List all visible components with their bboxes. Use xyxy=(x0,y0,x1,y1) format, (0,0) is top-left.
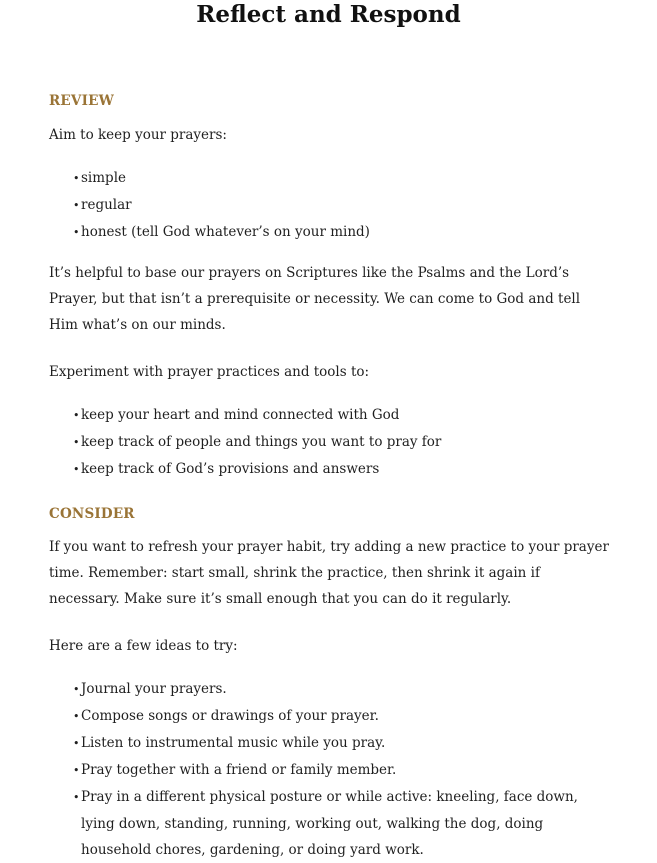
bullet-icon: • xyxy=(73,764,80,777)
list-item: • Pray together with a friend or family member. xyxy=(49,757,611,784)
tools-list xyxy=(49,402,611,483)
list-item: • honest (tell God whatever’s on your mind) xyxy=(49,219,611,246)
consider-paragraph: If you want to refresh your prayer habit, try adding a new practice to your prayer time. Remember: start small, shrink the practice, then shrink it again if necessary. Make sure it’s small enough that you can do it regularly. xyxy=(49,539,609,607)
list-item: • Pray in a different physical posture or while active: kneeling, face down, lying down, standing, running, working out, walking the dog, doing household chores, gardening, or doing yard work. xyxy=(49,784,611,863)
list-item: • Listen to instrumental music while you pray. xyxy=(49,730,611,757)
list-item: • Journal your prayers. xyxy=(49,676,611,703)
aims-list xyxy=(49,165,611,246)
bullet-icon: • xyxy=(73,172,80,185)
bullet-icon: • xyxy=(73,791,80,804)
list-item: • keep track of God’s provisions and answers xyxy=(49,456,611,483)
list-item: • regular xyxy=(49,192,611,219)
ideas-list xyxy=(49,676,611,863)
list-item: • keep track of people and things you want to pray for xyxy=(49,429,611,456)
review-intro: Aim to keep your prayers: xyxy=(49,127,227,143)
bullet-icon: • xyxy=(73,436,80,449)
ideas-intro: Here are a few ideas to try: xyxy=(49,638,238,654)
consider-heading: CONSIDER xyxy=(49,506,135,522)
review-paragraph: It’s helpful to base our prayers on Scriptures like the Psalms and the Lord’s Prayer, but that isn’t a prerequisite or necessity. We can come to God and tell Him what’s on our minds. xyxy=(49,265,581,333)
list-item: • keep your heart and mind connected with God xyxy=(49,402,611,429)
bullet-icon: • xyxy=(73,463,80,476)
bullet-icon: • xyxy=(73,710,80,723)
list-item: • Compose songs or drawings of your prayer. xyxy=(49,703,611,730)
bullet-icon: • xyxy=(73,409,80,422)
bullet-icon: • xyxy=(73,683,80,696)
page-title: Reflect and Respond xyxy=(196,1,461,28)
bullet-icon: • xyxy=(73,737,80,750)
experiment-intro: Experiment with prayer practices and tools to: xyxy=(49,364,370,380)
review-heading: REVIEW xyxy=(49,93,114,109)
list-item: • simple xyxy=(49,165,611,192)
bullet-icon: • xyxy=(73,226,80,239)
bullet-icon: • xyxy=(73,199,80,212)
